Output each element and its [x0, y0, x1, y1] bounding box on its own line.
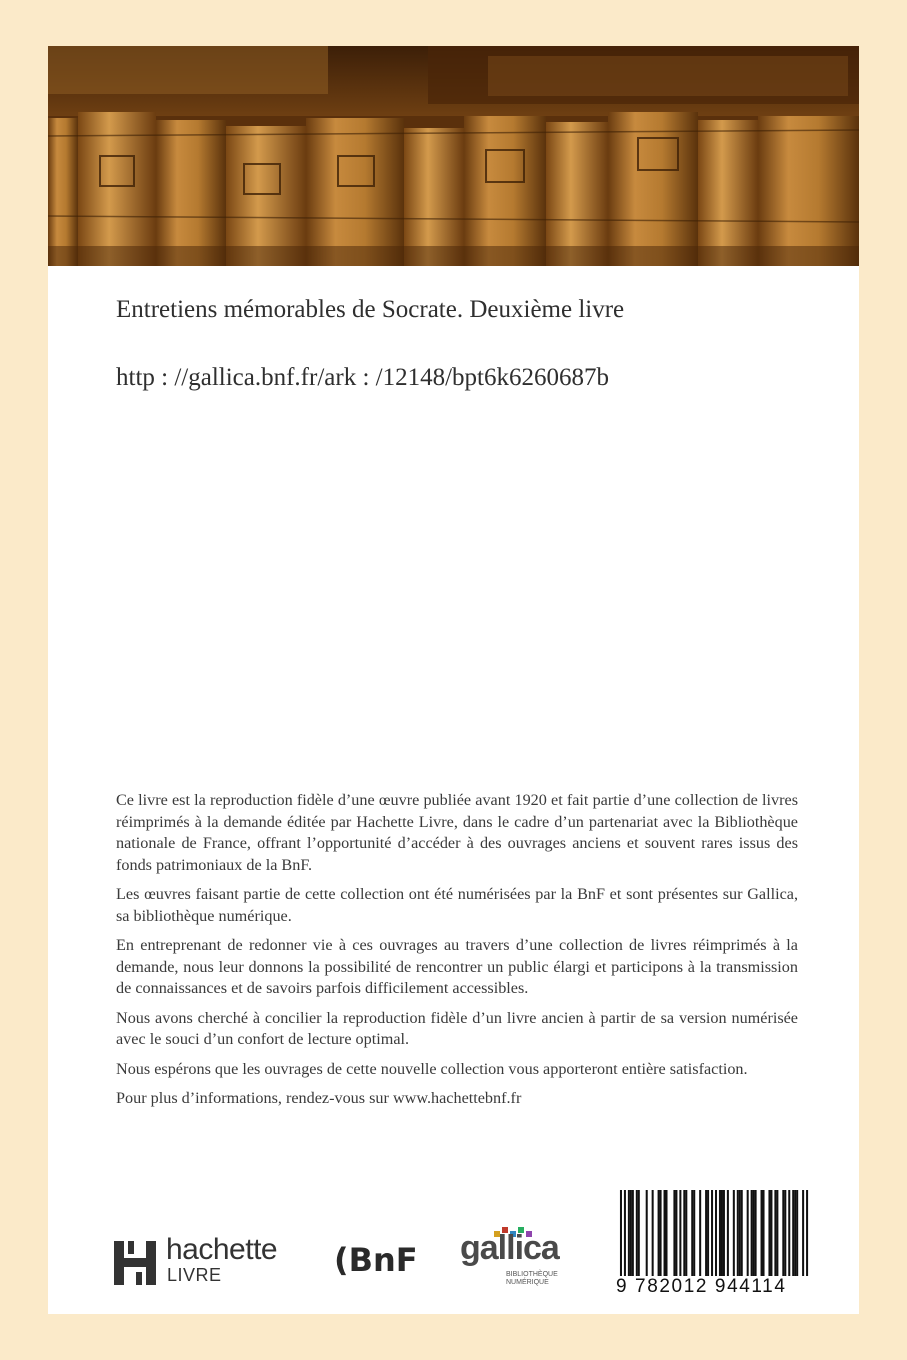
barcode-bar	[763, 1190, 765, 1276]
bnf-wordmark: BnF	[348, 1241, 418, 1279]
isbn-barcode	[616, 1190, 812, 1298]
barcode-bar	[683, 1190, 685, 1276]
barcode-bar	[784, 1190, 786, 1276]
description-paragraph: Nous avons cherché à concilier la reproduction fidèle d’un livre ancien à partir de sa version numérisée avec le souci d’un confort de lecture optimal.	[116, 1008, 798, 1048]
description-paragraph: Pour plus d’informations, rendez-vous sur www.hachettebnf.fr	[116, 1089, 522, 1107]
barcode-bar	[794, 1190, 796, 1276]
book-title: Entretiens mémorables de Socrate. Deuxième livre	[116, 296, 625, 323]
barcode-bar	[636, 1190, 638, 1276]
barcode-bar	[796, 1190, 798, 1276]
bnf-bracket-icon: (	[334, 1241, 349, 1279]
barcode-bar	[753, 1190, 755, 1276]
barcode-bar	[628, 1190, 630, 1276]
gallica-url: http : //gallica.bnf.fr/ark : /12148/bpt6k6260687b	[116, 364, 609, 391]
barcode-bar	[632, 1190, 634, 1276]
barcode-bar	[715, 1190, 717, 1276]
description-paragraph: Nous espérons que les ouvrages de cette nouvelle collection vous apporteront entière satisfaction.	[116, 1059, 748, 1078]
barcode-bar	[782, 1190, 784, 1276]
description-paragraph: Les œuvres faisant partie de cette collection ont été numérisées par la BnF et sont présentes sur Gallica, sa bibliothèque numérique.	[116, 885, 798, 925]
back-cover	[48, 46, 859, 1314]
barcode-bar	[652, 1190, 654, 1276]
livre-wordmark: LIVRE	[167, 1265, 222, 1285]
gallica-subtitle: BIBLIOTHÈQUE NUMÉRIQUE	[506, 1271, 558, 1286]
barcode-bars	[616, 1190, 812, 1276]
barcode-bar	[721, 1190, 723, 1276]
barcode-bar	[699, 1190, 701, 1276]
barcode-bar	[658, 1190, 660, 1276]
barcode-bar	[792, 1190, 794, 1276]
barcode-bar	[776, 1190, 778, 1276]
barcode-bar	[774, 1190, 776, 1276]
barcode-bar	[727, 1190, 729, 1276]
barcode-bar	[691, 1190, 693, 1276]
barcode-bar	[788, 1190, 790, 1276]
barcode-bar	[751, 1190, 753, 1276]
barcode-bar	[768, 1190, 770, 1276]
barcode-bar	[707, 1190, 709, 1276]
barcode-bar	[723, 1190, 725, 1276]
hachette-h-icon	[114, 1241, 156, 1285]
barcode-bar	[755, 1190, 757, 1276]
barcode-bar	[739, 1190, 741, 1276]
barcode-bar	[679, 1190, 681, 1276]
bnf-logo	[334, 1241, 418, 1279]
book-spines-banner	[48, 46, 859, 266]
barcode-bar	[675, 1190, 677, 1276]
barcode-bar	[770, 1190, 772, 1276]
barcode-bar	[664, 1190, 666, 1276]
hachette-wordmark: hachette	[166, 1233, 278, 1266]
publisher-logos	[114, 1221, 594, 1291]
description	[116, 790, 798, 1118]
barcode-bar	[693, 1190, 695, 1276]
barcode-bar	[741, 1190, 743, 1276]
barcode-bar	[705, 1190, 707, 1276]
barcode-bar	[733, 1190, 735, 1276]
barcode-bar	[761, 1190, 763, 1276]
barcode-bar	[665, 1190, 667, 1276]
barcode-bar	[806, 1190, 808, 1276]
barcode-bar	[646, 1190, 648, 1276]
barcode-bar	[737, 1190, 739, 1276]
barcode-bar	[685, 1190, 687, 1276]
book-spines-image	[48, 46, 859, 266]
gallica-logo	[460, 1225, 570, 1291]
barcode-digits: 9 782012 944114	[616, 1276, 787, 1297]
barcode-bar	[711, 1190, 713, 1276]
gallica-wordmark: gallica	[460, 1229, 559, 1267]
barcode-bar	[638, 1190, 640, 1276]
barcode-bar	[673, 1190, 675, 1276]
barcode-bar	[660, 1190, 662, 1276]
barcode-bar	[630, 1190, 632, 1276]
barcode-bar	[802, 1190, 804, 1276]
barcode-bar	[624, 1190, 626, 1276]
barcode-bar	[620, 1190, 622, 1276]
description-paragraph: En entreprenant de redonner vie à ces ouvrages au travers d’une collection de livres réimprimés à la demande, nous leur donnons la possibilité de rencontrer un public élargi et participons à la transmission de connaissances et de savoirs parfois difficilement accessibles.	[116, 936, 798, 997]
barcode-bar	[747, 1190, 749, 1276]
description-paragraph: Ce livre est la reproduction fidèle d’une œuvre publiée avant 1920 et fait partie d’une collection de livres réimprimés à la demande éditée par Hachette Livre, dans le cadre d’un partenariat avec la Bibliothèque nationale de France, offrant l’opportunité d’accéder à des ouvrages anciens et souvent rares issus des fonds patrimoniaux de la BnF.	[116, 791, 798, 874]
barcode-bar	[719, 1190, 721, 1276]
